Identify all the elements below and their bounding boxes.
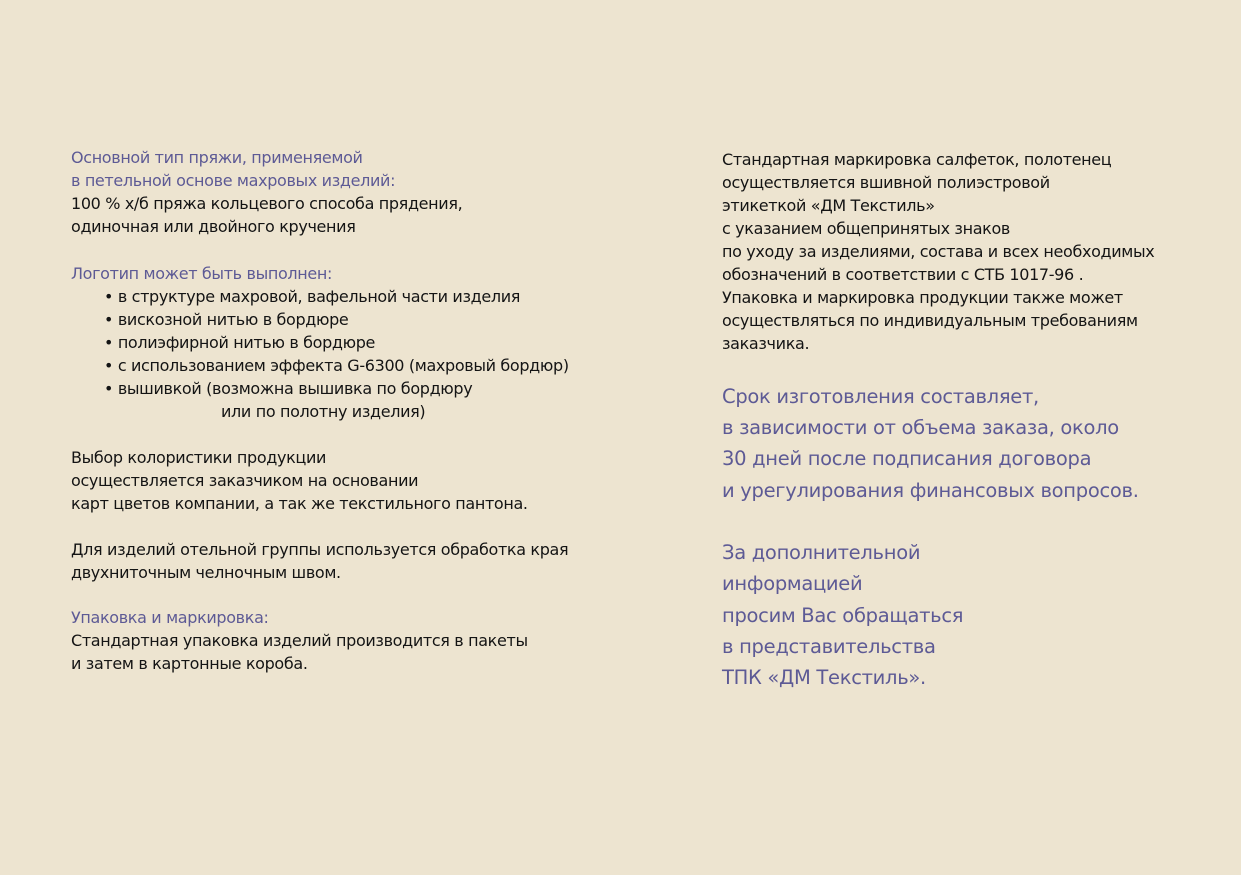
marking-line-8: осуществляться по индивидуальным требованиям	[722, 311, 1138, 330]
lead-time-line-2: в зависимости от объема заказа, около	[722, 416, 1119, 439]
packaging-heading: Упаковка и маркировка:	[71, 608, 269, 627]
marking-line-9: заказчика.	[722, 334, 810, 353]
edge-line-2: двухниточным челночным швом.	[71, 563, 341, 582]
logo-bullet-5-continuation: или по полотну изделия)	[221, 402, 426, 421]
marking-line-3: этикеткой «ДМ Текстиль»	[722, 196, 935, 215]
packaging-body-line-2: и затем в картонные короба.	[71, 654, 308, 673]
marking-line-7: Упаковка и маркировка продукции также может	[722, 288, 1123, 307]
contact-line-5: ТПК «ДМ Текстиль».	[722, 666, 926, 689]
lead-time-line-4: и урегулирования финансовых вопросов.	[722, 479, 1139, 502]
color-line-3: карт цветов компании, а так же текстильного пантона.	[71, 494, 528, 513]
edge-line-1: Для изделий отельной группы используется обработка края	[71, 540, 569, 559]
lead-time-line-1: Срок изготовления составляет,	[722, 385, 1039, 408]
color-line-1: Выбор колористики продукции	[71, 448, 327, 467]
contact-line-1: За дополнительной	[722, 541, 921, 564]
contact-line-2: информацией	[722, 572, 863, 595]
marking-line-2: осуществляется вшивной полиэстровой	[722, 173, 1050, 192]
marking-line-1: Стандартная маркировка салфеток, полотенец	[722, 150, 1112, 169]
marking-line-4: с указанием общепринятых знаков	[722, 219, 1010, 238]
logo-heading: Логотип может быть выполнен:	[71, 264, 333, 283]
yarn-body-line-2: одиночная или двойного кручения	[71, 217, 356, 236]
logo-bullet-3: • полиэфирной нитью в бордюре	[104, 333, 376, 352]
marking-line-6: обозначений в соответствии с СТБ 1017-96 .	[722, 265, 1084, 284]
color-line-2: осуществляется заказчиком на основании	[71, 471, 419, 490]
logo-bullet-4: • с использованием эффекта G-6300 (махровый бордюр)	[104, 356, 569, 375]
yarn-heading-line-2: в петельной основе махровых изделий:	[71, 171, 396, 190]
logo-bullet-2: • вискозной нитью в бордюре	[104, 310, 349, 329]
marking-line-5: по уходу за изделиями, состава и всех необходимых	[722, 242, 1155, 261]
contact-line-3: просим Вас обращаться	[722, 604, 964, 627]
contact-line-4: в представительства	[722, 635, 936, 658]
yarn-heading-line-1: Основной тип пряжи, применяемой	[71, 148, 363, 167]
logo-bullet-1: • в структуре махровой, вафельной части изделия	[104, 287, 521, 306]
yarn-body-line-1: 100 % х/б пряжа кольцевого способа прядения,	[71, 194, 463, 213]
logo-bullet-5: • вышивкой (возможна вышивка по бордюру	[104, 379, 473, 398]
lead-time-line-3: 30 дней после подписания договора	[722, 447, 1092, 470]
packaging-body-line-1: Стандартная упаковка изделий производится в пакеты	[71, 631, 528, 650]
